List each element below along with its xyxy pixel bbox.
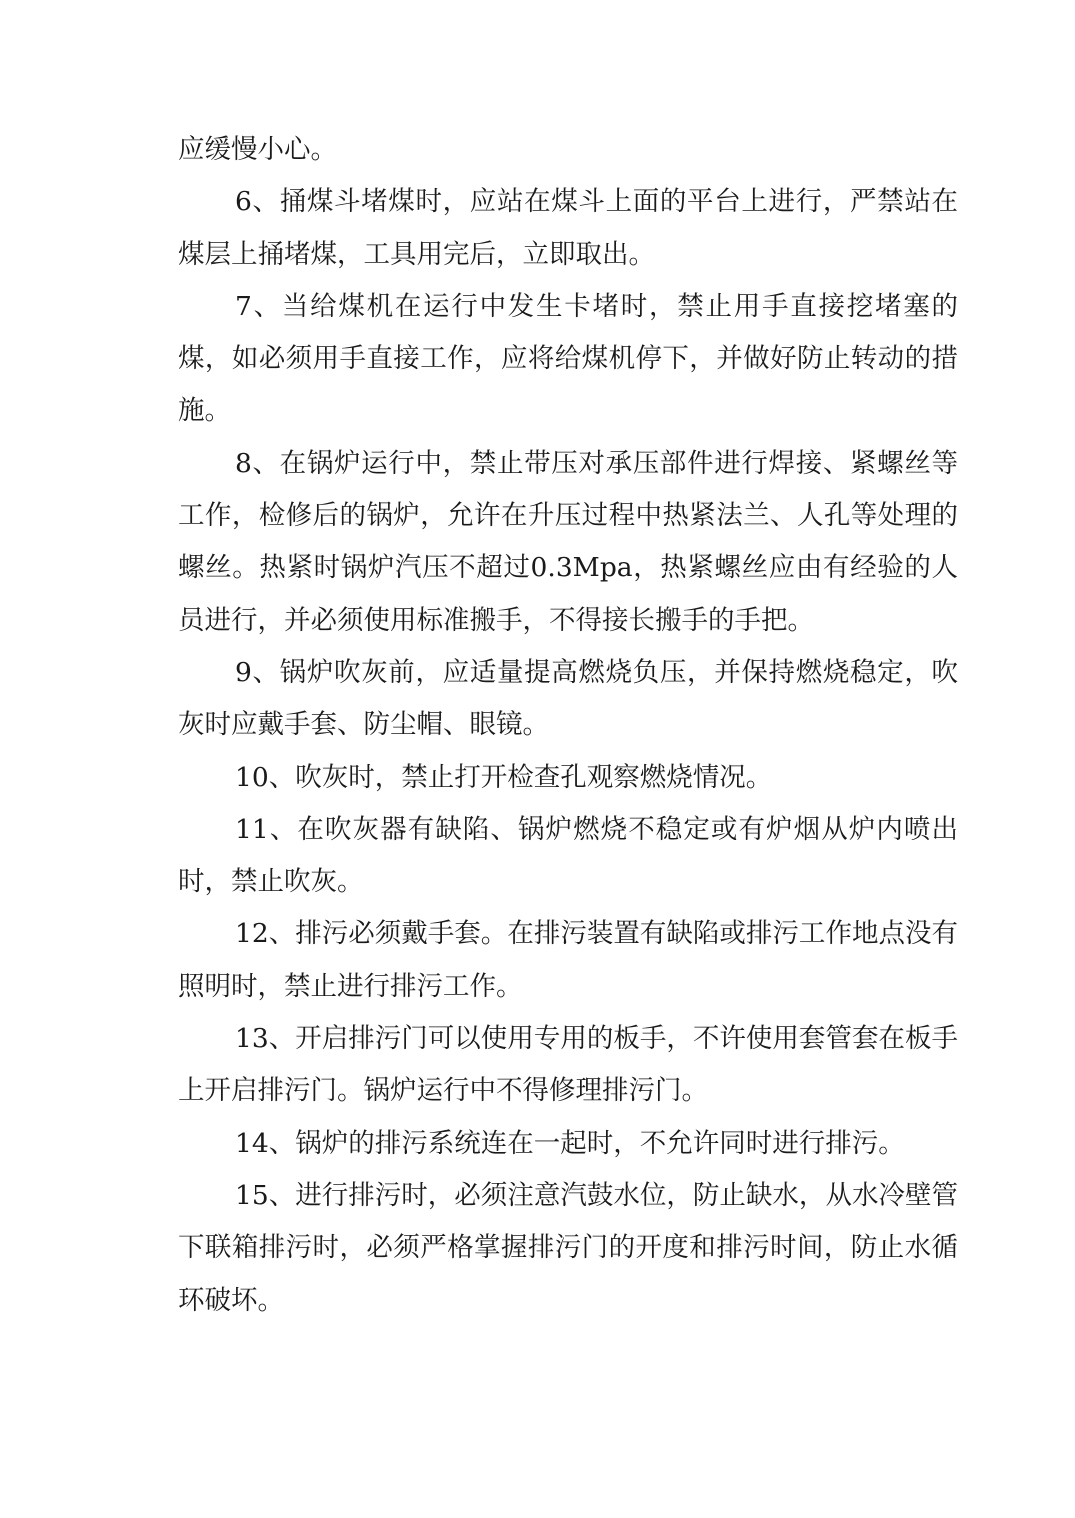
paragraph-item-13: 13、开启排污门可以使用专用的板手，不许使用套管套在板手上开启排污门。锅炉运行中不得修理排污门。 [178,1023,958,1107]
paragraph-item-14: 14、锅炉的排污系统连在一起时，不允许同时进行排污。 [235,1127,905,1159]
paragraph-item-9: 9、锅炉吹灰前，应适量提高燃烧负压，并保持燃烧稳定，吹灰时应戴手套、防尘帽、眼镜。 [178,656,958,741]
document-body [178,124,958,1327]
paragraph-continuation: 应缓慢小心。 [178,134,337,165]
paragraph-item-12: 12、排污必须戴手套。在排污装置有缺陷或排污工作地点没有照明时，禁止进行排污工作。 [178,918,958,1002]
paragraph-item-11: 11、在吹灰器有缺陷、锅炉燃烧不稳定或有炉烟从炉内喷出时，禁止吹灰。 [178,813,958,898]
paragraph-item-8: 8、在锅炉运行中，禁止带压对承压部件进行焊接、紧螺丝等工作，检修后的锅炉，允许在升压过程中热紧法兰、人孔等处理的螺丝。热紧时锅炉汽压不超过0.3Mpa，热紧螺丝应由有经验的人员进行，并必须使用标准搬手，不得接长搬手的手把。 [178,447,958,636]
paragraph-item-15: 15、进行排污时，必须注意汽鼓水位，防止缺水，从水冷壁管下联箱排污时，必须严格掌握排污门的开度和排污时间，防止水循环破坏。 [178,1179,958,1316]
paragraph-item-6: 6、捅煤斗堵煤时，应站在煤斗上面的平台上进行，严禁站在煤层上捅堵煤，工具用完后，立即取出。 [178,186,958,270]
paragraph-item-7: 7、当给煤机在运行中发生卡堵时，禁止用手直接挖堵塞的煤，如必须用手直接工作，应将给煤机停下，并做好防止转动的措施。 [178,290,958,427]
paragraph-item-10: 10、吹灰时，禁止打开检查孔观察燃烧情况。 [235,761,773,793]
